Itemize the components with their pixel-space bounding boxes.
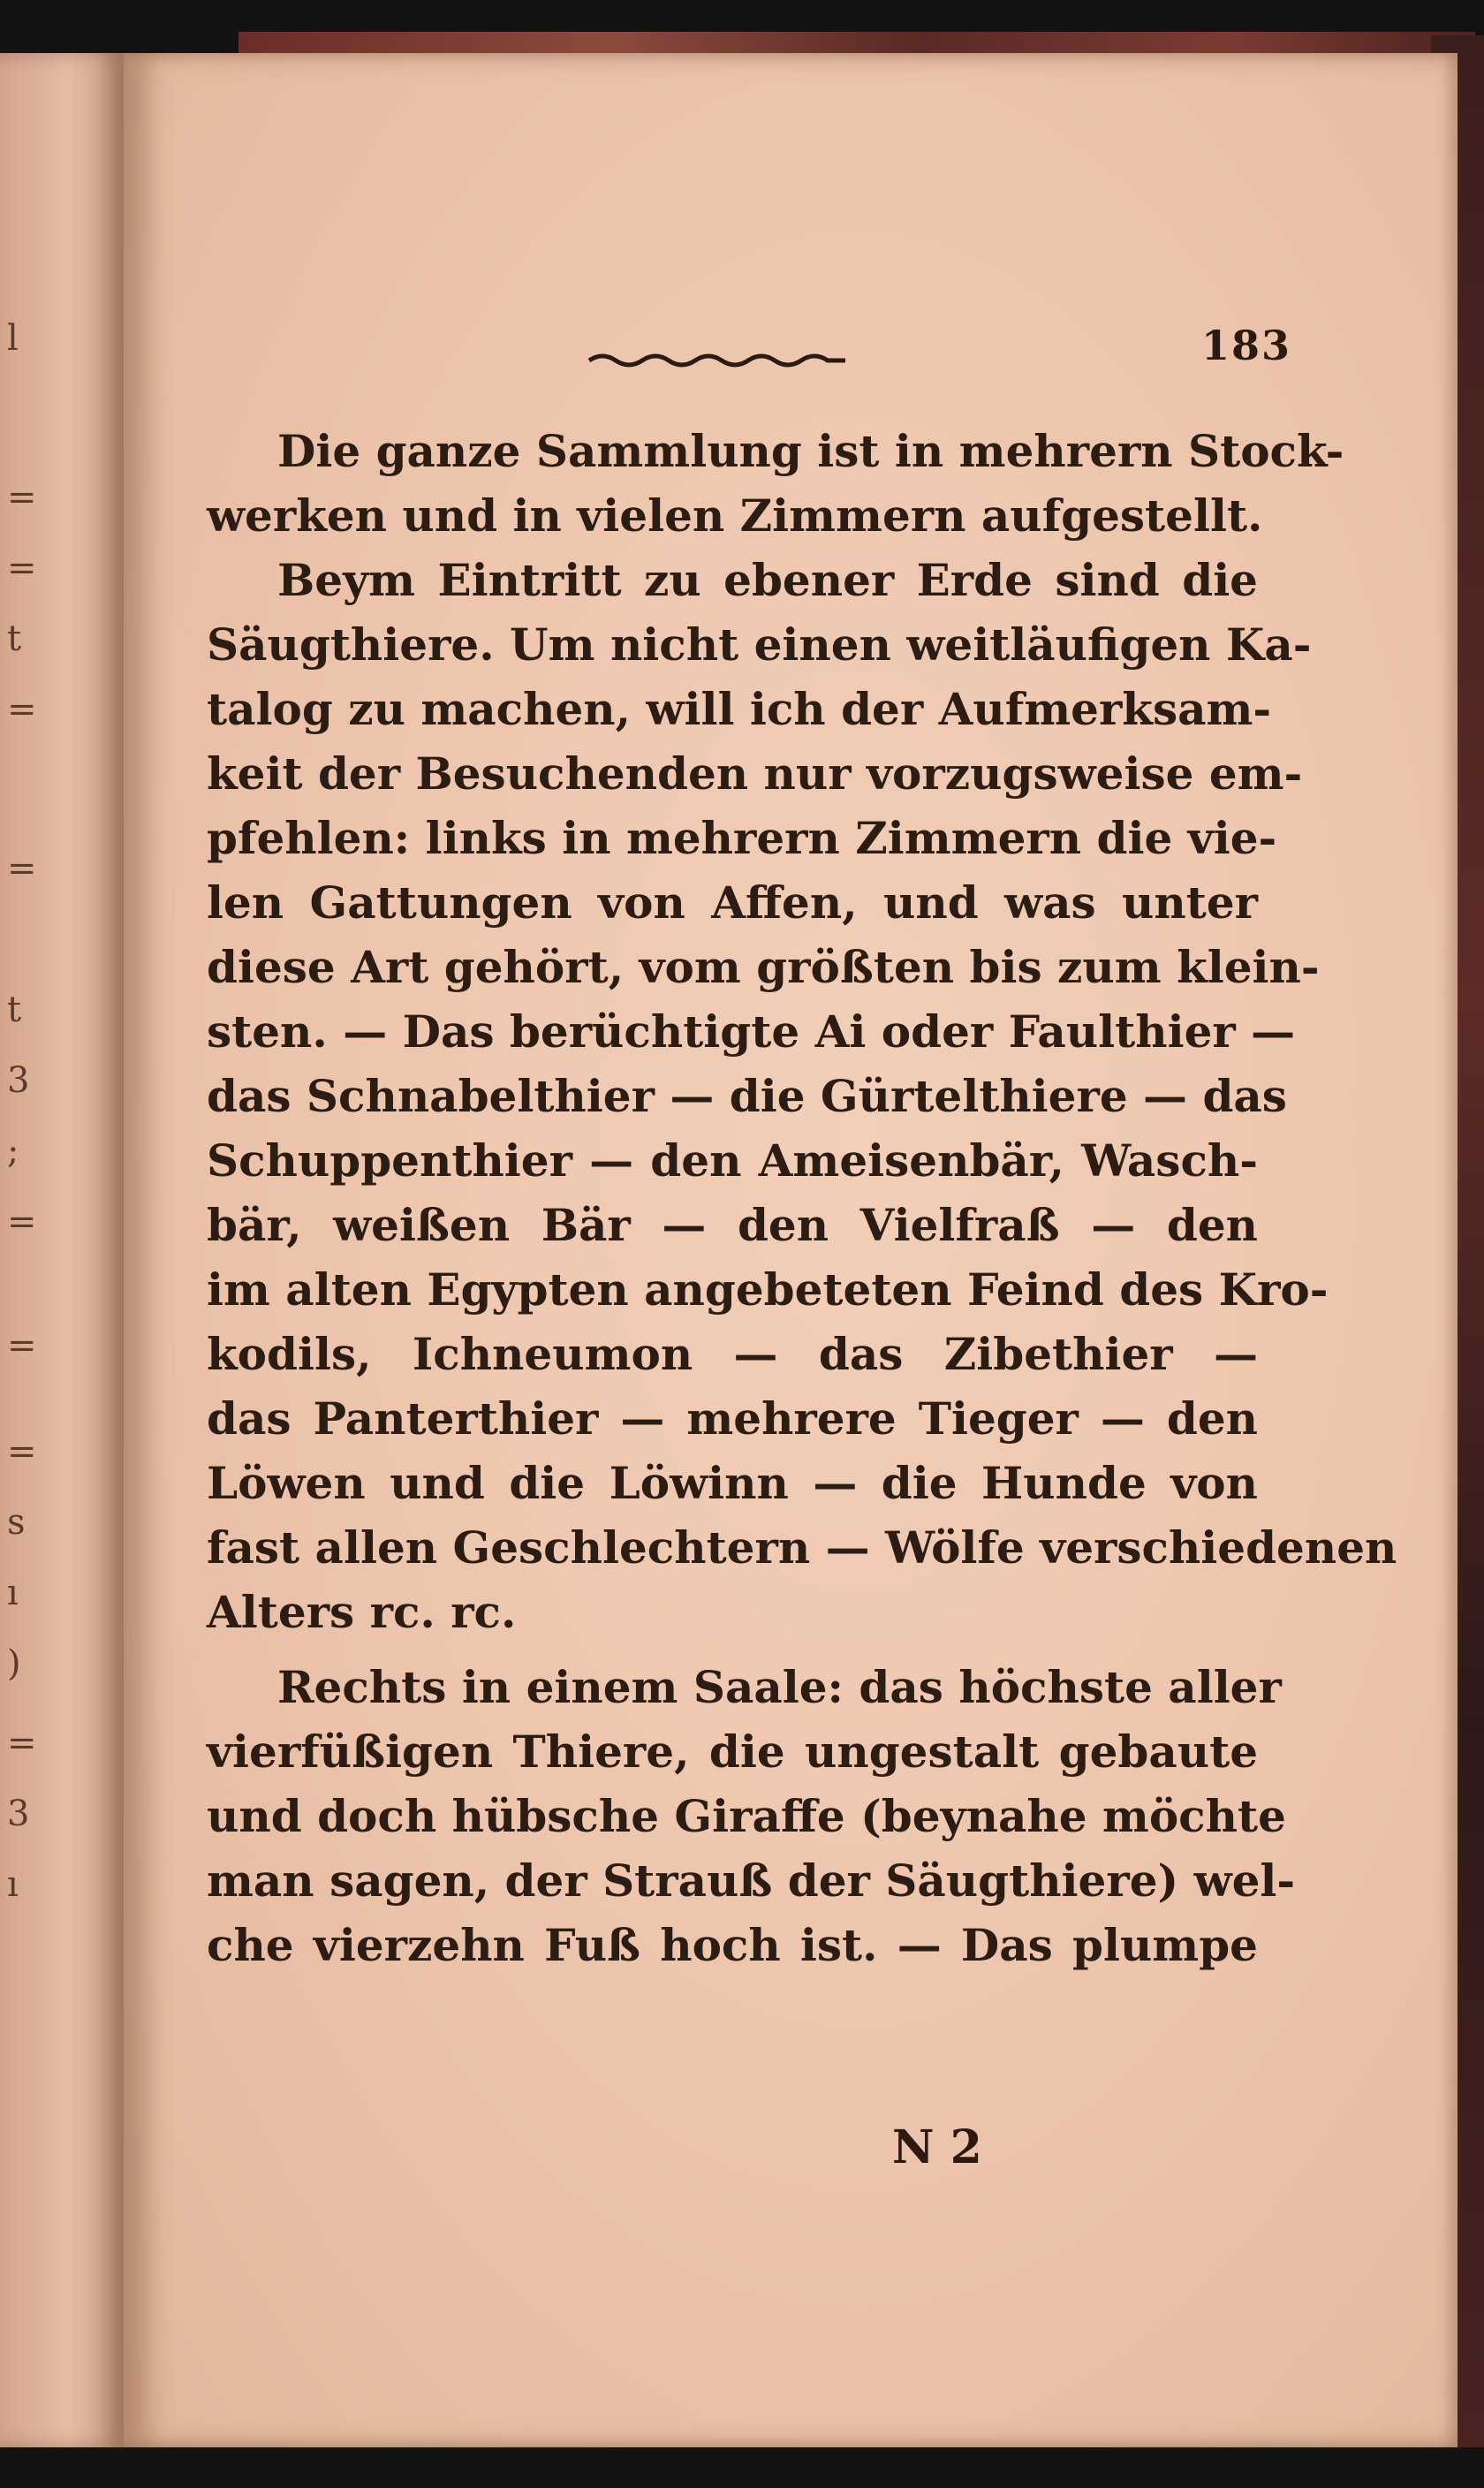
book-page (124, 53, 1458, 2447)
text-line: und doch hübsche Giraffe (beynahe möchte (207, 1790, 1286, 1842)
text-line: pfehlen: links in mehrern Zimmern die vie- (207, 812, 1277, 864)
text-line: keit der Besuchenden nur vorzugsweise em- (207, 747, 1303, 800)
text-line: diese Art gehört, vom größten bis zum klein- (207, 941, 1320, 993)
text-line: Rechts in einem Saale: das höchste aller (277, 1661, 1282, 1713)
facing-page-mark: = (7, 848, 37, 889)
text-line: sten. — Das berüchtigte Ai oder Faulthier — (207, 1005, 1296, 1058)
facing-page-mark: l (7, 318, 19, 359)
facing-page-mark: 3 (7, 1060, 30, 1101)
paragraph-gap (207, 1644, 1258, 1655)
text-line: vierfüßigen Thiere, die ungestalt gebaute (207, 1726, 1258, 1778)
facing-page-mark: = (7, 1723, 37, 1764)
facing-page-mark: = (7, 477, 37, 518)
text-line: Schuppenthier — den Ameisenbär, Wasch- (207, 1134, 1258, 1187)
facing-page-mark: = (7, 548, 37, 588)
text-line: man sagen, der Strauß der Säugthiere) wel- (207, 1855, 1296, 1907)
facing-page-mark: ı (7, 1864, 19, 1905)
text-line: Säugthiere. Um nicht einen weitläufigen Ka- (207, 618, 1312, 671)
signature-mark: N 2 (892, 2120, 982, 2174)
facing-page-mark: = (7, 1325, 37, 1366)
facing-page-mark: 3 (7, 1794, 30, 1834)
body-text (207, 419, 1397, 1977)
text-line: Alters rc. rc. (207, 1586, 517, 1638)
facing-page-mark: s (7, 1502, 26, 1543)
facing-page-mark: ı (7, 1573, 19, 1613)
text-line: werken und in vielen Zimmern aufgestellt. (207, 489, 1263, 542)
facing-page-fragment (0, 53, 124, 2447)
text-line: das Schnabelthier — die Gürtelthiere — das (207, 1070, 1287, 1122)
facing-page-mark: t (7, 990, 22, 1030)
facing-page-mark: = (7, 689, 37, 730)
text-line: len Gattungen von Affen, und was unter (207, 876, 1258, 929)
facing-page-mark: t (7, 618, 22, 659)
text-line: che vierzehn Fuß hoch ist. — Das plumpe (207, 1919, 1258, 1971)
text-line: Die ganze Sammlung ist in mehrern Stock- (277, 425, 1344, 477)
text-line: im alten Egypten angebeteten Feind des Kro- (207, 1263, 1329, 1316)
facing-page-mark: = (7, 1431, 37, 1472)
text-line: kodils, Ichneumon — das Zibethier — (207, 1328, 1258, 1380)
text-line: Beym Eintritt zu ebener Erde sind die (277, 554, 1258, 606)
text-line: bär, weißen Bär — den Vielfraß — den (207, 1199, 1258, 1251)
text-line: Löwen und die Löwinn — die Hunde von (207, 1457, 1258, 1509)
text-line: talog zu machen, will ich der Aufmerksam- (207, 683, 1272, 735)
text-line: fast allen Geschlechtern — Wölfe verschiedenen (207, 1521, 1397, 1574)
facing-page-mark: = (7, 1202, 37, 1242)
text-line: das Panterthier — mehrere Tieger — den (207, 1392, 1258, 1445)
running-header (585, 318, 1291, 389)
facing-page-mark: ; (7, 1131, 19, 1172)
facing-page-mark: ) (7, 1643, 21, 1684)
page-number: 183 (1200, 322, 1291, 369)
header-ornament (585, 350, 850, 368)
